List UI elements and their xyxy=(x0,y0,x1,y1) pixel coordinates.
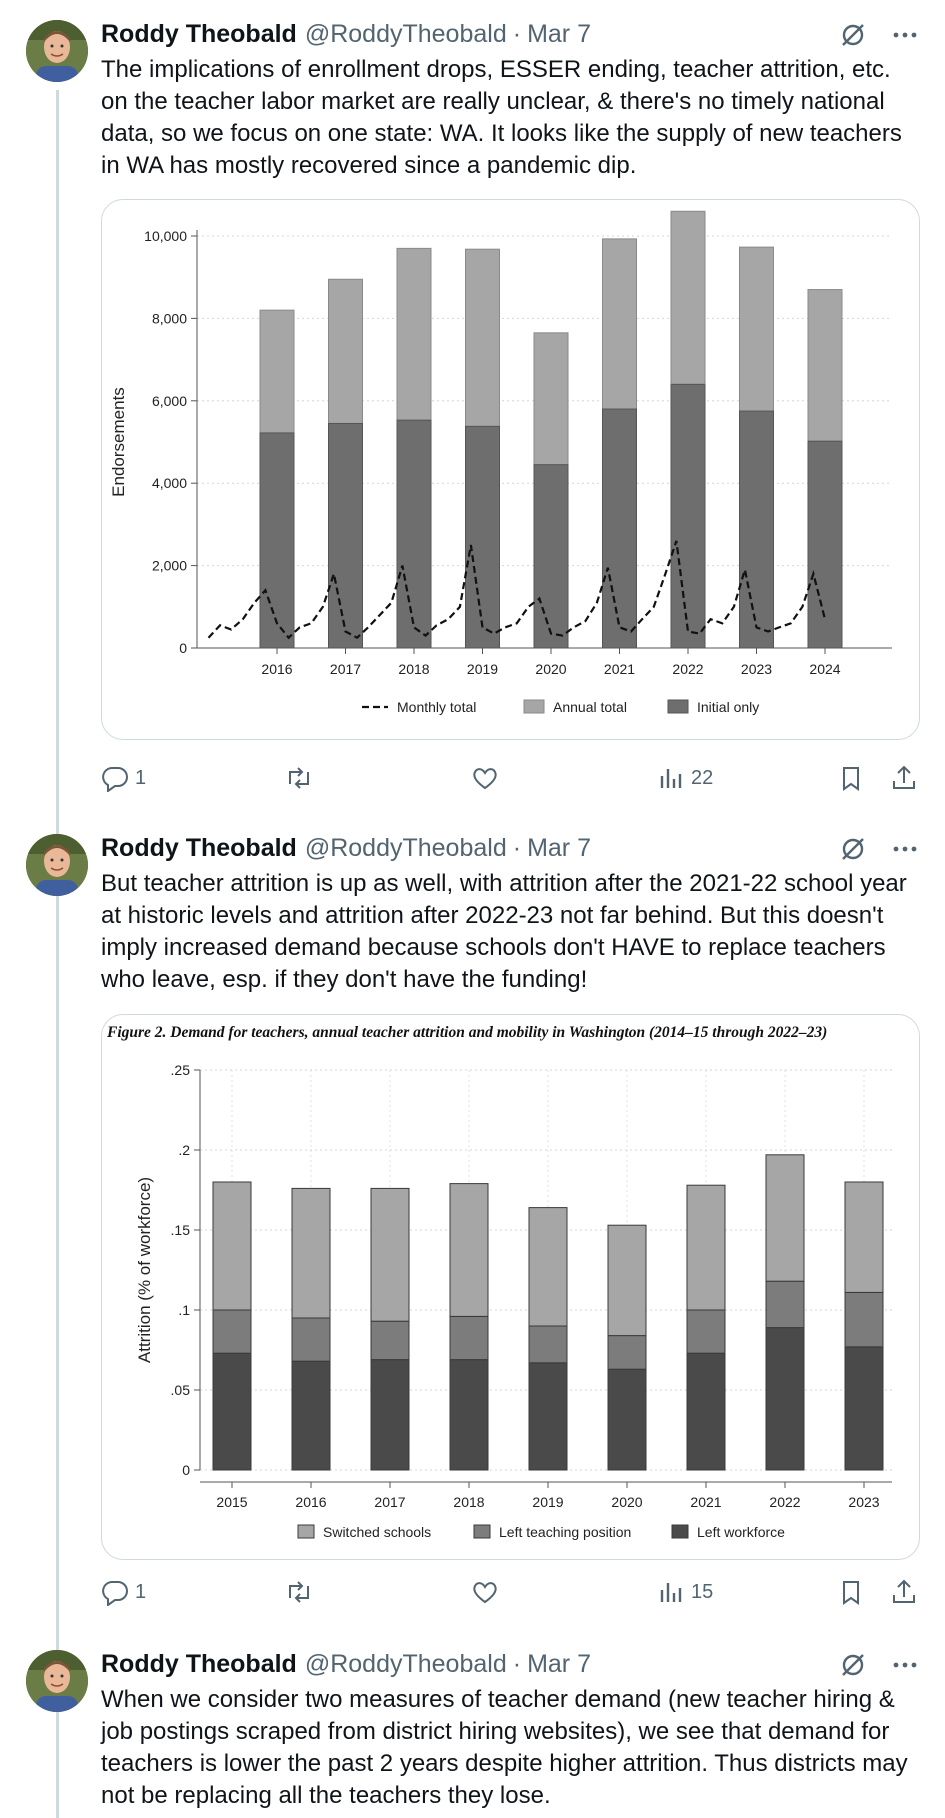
y-tick-label: 4,000 xyxy=(151,475,187,492)
bar-initial-only xyxy=(329,423,363,648)
bar-left-teaching-position xyxy=(371,1321,409,1359)
bookmark-icon xyxy=(837,1578,865,1606)
share-button[interactable] xyxy=(890,1572,918,1612)
author-handle[interactable]: @RoddyTheobald xyxy=(304,1650,507,1678)
legend-label: Annual total xyxy=(553,699,627,715)
x-tick-label: 2017 xyxy=(374,1494,406,1510)
y-tick-label: 8,000 xyxy=(151,310,187,327)
y-tick-label: 0 xyxy=(179,640,187,656)
bar-switched-schools xyxy=(845,1182,883,1292)
legend-label: Left teaching position xyxy=(499,1524,632,1540)
bar-switched-schools xyxy=(450,1184,488,1317)
bar-initial-only xyxy=(466,426,500,648)
bar-initial-only xyxy=(671,384,705,648)
tweet-header xyxy=(101,830,920,866)
share-icon xyxy=(890,1578,918,1606)
retweet-icon xyxy=(284,1578,314,1606)
tweet-text: When we consider two measures of teacher demand (new teacher hiring & job postings scraped from district hiring websites), we see that demand for teachers is lower the past 2 years despite higher attrition. Thus districts may not be replacing all the teachers they lose. xyxy=(101,1686,908,1809)
y-tick-label: .2 xyxy=(178,1142,190,1158)
bar-initial-only xyxy=(740,411,774,648)
author-name[interactable]: Roddy Theobald xyxy=(101,834,297,862)
bar-switched-schools xyxy=(608,1225,646,1335)
bar-left-workforce xyxy=(450,1360,488,1470)
bar-left-teaching-position xyxy=(845,1292,883,1346)
bar-initial-only xyxy=(534,465,568,648)
x-tick-label: 2023 xyxy=(848,1494,880,1510)
reply-count: 1 xyxy=(135,766,147,789)
separator-dot: · xyxy=(512,1650,522,1678)
endorsements-chart xyxy=(102,200,920,740)
x-tick-label: 2023 xyxy=(740,661,773,677)
bar-initial-only xyxy=(397,420,431,648)
reply-button[interactable] xyxy=(101,1572,146,1612)
x-tick-label: 2022 xyxy=(769,1494,801,1510)
bar-left-workforce xyxy=(213,1353,251,1470)
tweet-actions xyxy=(101,1572,920,1612)
y-axis-label: Endorsements xyxy=(109,387,128,497)
x-tick-label: 2024 xyxy=(809,661,841,677)
legend-label: Initial only xyxy=(697,699,760,715)
bar-left-workforce xyxy=(766,1328,804,1470)
tweet-date[interactable]: Mar 7 xyxy=(527,834,591,862)
x-tick-label: 2021 xyxy=(603,661,636,677)
bar-left-teaching-position xyxy=(766,1281,804,1327)
views-count: 22 xyxy=(691,766,714,789)
x-tick-label: 2020 xyxy=(611,1494,643,1510)
legend-label: Monthly total xyxy=(397,699,477,715)
legend-swatch-left-workforce xyxy=(672,1525,688,1538)
views-icon xyxy=(657,764,685,792)
author-handle[interactable]: @RoddyTheobald xyxy=(304,20,507,48)
tweet-text: But teacher attrition is up as well, with attrition after the 2021-22 school year at historic levels and attrition after 2022-23 not far behind. But this doesn't imply increased demand because schools don't HAVE to replace teachers who leave, esp. if they don't have the funding! xyxy=(101,870,907,993)
y-tick-label: .1 xyxy=(178,1302,190,1318)
tweet-text: The implications of enrollment drops, ESSER ending, teacher attrition, etc. on the teacher labor market are really unclear, & there's no timely national data, so we focus on one state: WA. It looks like the supply of new teachers in WA has mostly recovered since a pandemic dip. xyxy=(101,56,902,179)
reply-icon xyxy=(101,764,129,792)
legend-swatch-left-teaching-position xyxy=(474,1525,490,1538)
tweet-date[interactable]: Mar 7 xyxy=(527,20,591,48)
x-tick-label: 2022 xyxy=(672,661,704,677)
views-count: 15 xyxy=(691,1580,714,1603)
like-button[interactable] xyxy=(471,1572,499,1612)
legend-swatch-initial-only xyxy=(668,700,688,713)
x-tick-label: 2016 xyxy=(295,1494,327,1510)
views-icon xyxy=(657,1578,685,1606)
bar-left-workforce xyxy=(371,1360,409,1470)
bar-left-workforce xyxy=(529,1363,567,1470)
avatar[interactable] xyxy=(26,1650,88,1712)
legend-label: Switched schools xyxy=(323,1524,432,1540)
share-button[interactable] xyxy=(890,758,918,798)
share-icon xyxy=(890,764,918,792)
bar-left-teaching-position xyxy=(292,1318,330,1361)
y-tick-label: 6,000 xyxy=(151,392,187,409)
bar-left-workforce xyxy=(687,1353,725,1470)
separator-dot: · xyxy=(512,20,522,48)
legend-swatch-switched-schools xyxy=(298,1525,314,1538)
y-axis-label: Attrition (% of workforce) xyxy=(135,1176,154,1364)
grok-icon[interactable] xyxy=(838,1650,868,1680)
grok-icon[interactable] xyxy=(838,20,868,50)
bar-initial-only xyxy=(808,441,842,648)
bar-left-workforce xyxy=(845,1347,883,1470)
views-button[interactable] xyxy=(657,1572,713,1612)
bar-left-teaching-position xyxy=(608,1336,646,1370)
x-tick-label: 2017 xyxy=(329,661,362,677)
tweet-actions xyxy=(101,758,920,798)
bar-switched-schools xyxy=(371,1188,409,1321)
tweet-media-chart[interactable] xyxy=(101,1014,920,1560)
author-name[interactable]: Roddy Theobald xyxy=(101,1650,297,1678)
bar-left-workforce xyxy=(608,1369,646,1470)
retweet-button[interactable] xyxy=(284,1572,314,1612)
y-tick-label: .05 xyxy=(170,1382,190,1398)
tweet-header xyxy=(101,1646,920,1682)
y-tick-label: .15 xyxy=(170,1222,190,1238)
reply-button[interactable] xyxy=(101,758,146,798)
bar-initial-only xyxy=(603,409,637,648)
more-icon[interactable] xyxy=(890,834,920,864)
like-icon xyxy=(471,764,499,792)
grok-icon[interactable] xyxy=(838,834,868,864)
author-name[interactable]: Roddy Theobald xyxy=(101,20,297,48)
x-tick-label: 2015 xyxy=(216,1494,248,1510)
author-handle[interactable]: @RoddyTheobald xyxy=(304,834,507,862)
y-tick-label: 0 xyxy=(182,1462,190,1478)
y-tick-label: 2,000 xyxy=(151,557,187,574)
x-tick-label: 2020 xyxy=(535,661,567,677)
bar-initial-only xyxy=(260,433,294,648)
tweet-2[interactable] xyxy=(0,814,945,1622)
y-tick-label: .25 xyxy=(170,1062,190,1078)
retweet-button[interactable] xyxy=(284,758,314,798)
x-tick-label: 2021 xyxy=(690,1494,722,1510)
line-monthly-total xyxy=(209,541,826,638)
tweet-1[interactable] xyxy=(0,0,945,810)
avatar[interactable] xyxy=(26,20,88,82)
tweet-media-chart[interactable] xyxy=(101,199,920,740)
y-tick-label: 10,000 xyxy=(144,228,187,244)
chart-title: Figure 2. Demand for teachers, annual teacher attrition and mobility in Washington (2014–15 through 2022–23) xyxy=(107,1024,828,1041)
bookmark-button[interactable] xyxy=(837,758,865,798)
bar-left-teaching-position xyxy=(687,1310,725,1353)
bar-switched-schools xyxy=(766,1155,804,1281)
bar-left-teaching-position xyxy=(529,1326,567,1363)
x-tick-label: 2018 xyxy=(398,661,430,677)
reply-count: 1 xyxy=(135,1580,147,1603)
bar-left-teaching-position xyxy=(213,1310,251,1353)
tweet-header xyxy=(101,16,920,52)
x-tick-label: 2016 xyxy=(261,661,293,677)
x-tick-label: 2018 xyxy=(453,1494,485,1510)
x-tick-label: 2019 xyxy=(532,1494,564,1510)
views-button[interactable] xyxy=(657,758,713,798)
more-icon[interactable] xyxy=(890,20,920,50)
bookmark-icon xyxy=(837,764,865,792)
tweet-3[interactable] xyxy=(0,1630,945,1818)
bar-switched-schools xyxy=(213,1182,251,1310)
legend-label: Left workforce xyxy=(697,1524,785,1540)
bar-left-teaching-position xyxy=(450,1316,488,1359)
reply-icon xyxy=(101,1578,129,1606)
x-tick-label: 2019 xyxy=(466,661,499,677)
more-icon[interactable] xyxy=(890,1650,920,1680)
tweet-date[interactable]: Mar 7 xyxy=(527,1650,591,1678)
like-button[interactable] xyxy=(471,758,499,798)
bookmark-button[interactable] xyxy=(837,1572,865,1612)
like-icon xyxy=(471,1578,499,1606)
bar-switched-schools xyxy=(687,1185,725,1310)
bar-switched-schools xyxy=(529,1208,567,1326)
bar-switched-schools xyxy=(292,1188,330,1318)
separator-dot: · xyxy=(512,834,522,862)
legend-swatch-annual-total xyxy=(524,700,544,713)
bar-left-workforce xyxy=(292,1361,330,1470)
retweet-icon xyxy=(284,764,314,792)
attrition-chart xyxy=(102,1015,920,1560)
avatar[interactable] xyxy=(26,834,88,896)
